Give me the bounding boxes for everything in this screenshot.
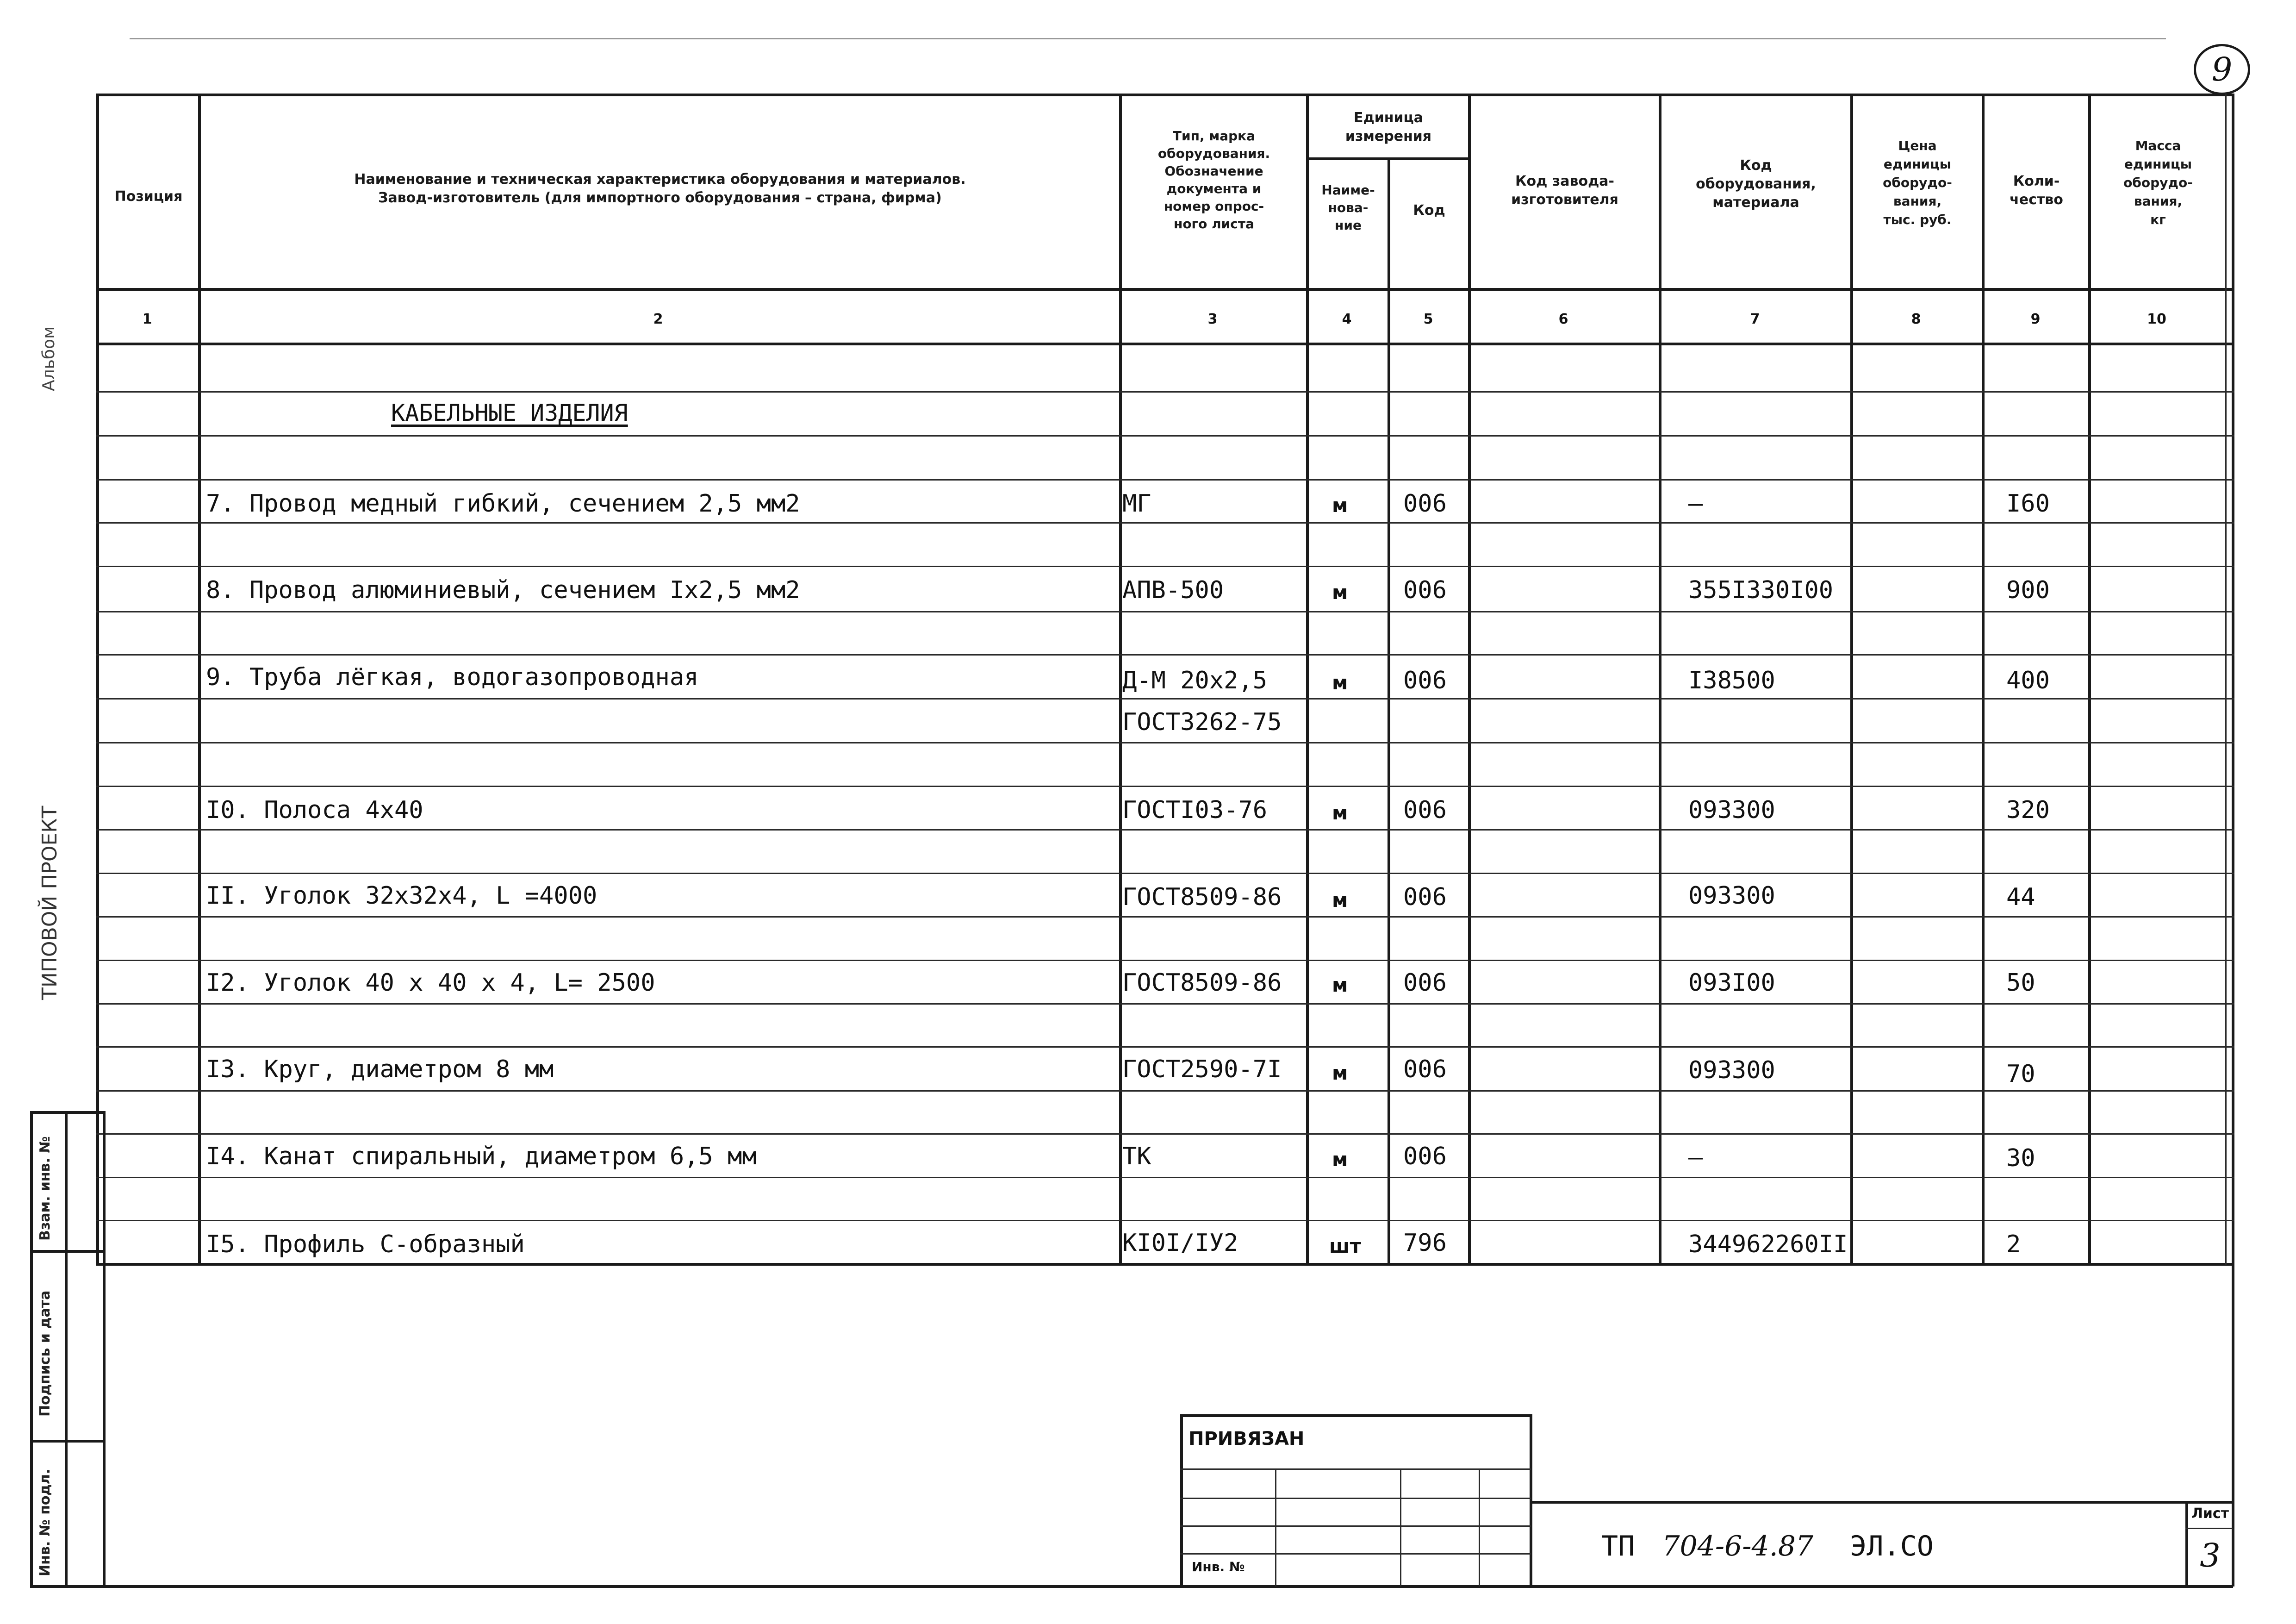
row-type: ГОСТ2590-7I (1122, 1056, 1282, 1083)
row-code: 006 (1403, 969, 1447, 997)
doc-prefix: ТП (1601, 1530, 1635, 1562)
row-code: 006 (1403, 796, 1447, 824)
colnum-4: 4 (1342, 311, 1352, 327)
row-equipment-code: 344962260II (1688, 1230, 1848, 1258)
row-unit: м (1332, 974, 1348, 996)
row-type: ГОСТ8509-86 (1122, 969, 1282, 997)
row-type: ГОСТI03-76 (1122, 796, 1268, 824)
title-block-top-line (1530, 1501, 2233, 1504)
row-name: 8. Провод алюминиевый, сечением Iх2,5 мм2 (206, 576, 800, 604)
row-equipment-code: 355I330I00 (1688, 576, 1834, 604)
doc-suffix: ЭЛ.СО (1850, 1530, 1934, 1562)
col-header-mass: Масса единицы оборудо- вания, кг (2123, 138, 2193, 227)
colnum-9: 9 (2030, 311, 2041, 327)
top-edge-line (130, 38, 2166, 39)
sheet-box-divider (2185, 1528, 2233, 1529)
row-unit: м (1332, 494, 1348, 517)
row-code: 006 (1403, 1056, 1447, 1083)
section-title: КАБЕЛЬНЫЕ ИЗДЕЛИЯ (391, 400, 628, 426)
margin-project-label: ТИПОВОЙ ПРОЕКТ (38, 806, 62, 1000)
row-type: Д-М 20х2,5 (1122, 667, 1268, 694)
row-code: 006 (1403, 667, 1447, 694)
row-type: КI0I/IУ2 (1122, 1229, 1238, 1257)
row-equipment-code: 093I00 (1688, 969, 1775, 997)
colnum-1: 1 (142, 311, 152, 327)
inv-number-label: Инв. № (1192, 1559, 1245, 1574)
row-equipment-code: 093300 (1688, 1056, 1775, 1084)
row-quantity: 70 (2006, 1060, 2035, 1088)
row-type: ТК (1122, 1143, 1151, 1170)
colnum-8: 8 (1911, 311, 1921, 327)
row-code: 006 (1403, 576, 1447, 604)
row-name: I5. Профиль С-образный (206, 1230, 525, 1258)
colnum-3: 3 (1207, 311, 1218, 327)
col-header-quantity: Коли- чество (2010, 173, 2063, 208)
row-unit: м (1332, 889, 1348, 912)
row-quantity: 30 (2006, 1144, 2035, 1172)
row-quantity: 900 (2006, 576, 2050, 604)
row-type: ГОСТ8509-86 (1122, 883, 1282, 911)
col-header-factory-code: Код завода- изготовителя (1511, 173, 1618, 208)
row-name: I0. Полоса 4х40 (206, 796, 423, 824)
col-header-unit-code: Код (1413, 202, 1445, 219)
row-code: 006 (1403, 883, 1447, 911)
colnum-6: 6 (1558, 311, 1568, 327)
row-unit: м (1332, 801, 1348, 824)
row-equipment-code: 093300 (1688, 796, 1775, 824)
row-type: МГ (1122, 490, 1151, 518)
sheet-label: Лист (2191, 1505, 2229, 1522)
row-quantity: I60 (2006, 490, 2050, 518)
row-type-standard: ГОСТ3262-75 (1122, 708, 1282, 736)
row-quantity: 2 (2006, 1230, 2021, 1258)
row-unit: м (1332, 1148, 1348, 1171)
doc-number: 704-6-4.87 (1662, 1530, 1814, 1562)
colnum-10: 10 (2147, 311, 2166, 327)
colnum-2: 2 (653, 311, 663, 327)
sheet-number-circled: 9 (2194, 44, 2250, 95)
margin-sign-date-label: Подпись и дата (37, 1290, 53, 1417)
row-unit: м (1332, 1062, 1348, 1084)
margin-album-label: Альбом (39, 326, 58, 391)
margin-inv-orig-label: Инв. № подл. (37, 1468, 53, 1576)
sheet-value: 3 (2200, 1537, 2221, 1574)
row-code: 006 (1403, 490, 1447, 518)
row-equipment-code: I38500 (1688, 667, 1775, 694)
row-name: 9. Труба лёгкая, водогазопроводная (206, 663, 699, 691)
col-header-unit-name: Наиме- нова- ние (1321, 182, 1375, 233)
row-quantity: 400 (2006, 667, 2050, 694)
row-name: I2. Уголок 40 х 40 х 4, L= 2500 (206, 969, 655, 997)
document-code (1601, 1530, 1934, 1562)
col-header-price: Цена единицы оборудо- вания, тыс. руб. (1883, 138, 1952, 227)
col-header-equipment-code: Код оборудования, материала (1696, 157, 1816, 211)
row-quantity: 44 (2006, 883, 2035, 911)
row-name: II. Уголок 32х32х4, L =4000 (206, 882, 597, 910)
row-code: 006 (1403, 1143, 1447, 1170)
colnum-5: 5 (1423, 311, 1433, 327)
col-header-name: Наименование и техническая характеристика оборудования и материалов. Завод-изготовитель (для импортного оборудования – страна, фирма) (354, 171, 966, 206)
col-header-type: Тип, марка оборудования. Обозначение документа и номер опрос- ного листа (1157, 128, 1270, 231)
row-type: АПВ-500 (1122, 576, 1224, 604)
row-code: 796 (1403, 1229, 1447, 1257)
row-unit: шт (1329, 1235, 1361, 1257)
margin-replace-inv-label: Взам. инв. № (37, 1136, 53, 1241)
row-quantity: 50 (2006, 969, 2035, 997)
row-equipment-code: 093300 (1688, 882, 1775, 910)
row-equipment-code: – (1688, 490, 1703, 518)
col-header-position: Позиция (114, 188, 183, 205)
row-unit: м (1332, 671, 1348, 694)
row-quantity: 320 (2006, 796, 2050, 824)
row-unit: м (1332, 581, 1348, 604)
row-name: I4. Канат спиральный, диаметром 6,5 мм (206, 1143, 757, 1170)
col-header-unit-group: Единица измерения (1345, 110, 1432, 144)
attached-label: ПРИВЯЗАН (1188, 1428, 1305, 1449)
colnum-7: 7 (1750, 311, 1760, 327)
row-equipment-code: – (1688, 1143, 1703, 1171)
row-name: 7. Провод медный гибкий, сечением 2,5 мм2 (206, 490, 800, 518)
row-name: I3. Круг, диаметром 8 мм (206, 1056, 554, 1083)
